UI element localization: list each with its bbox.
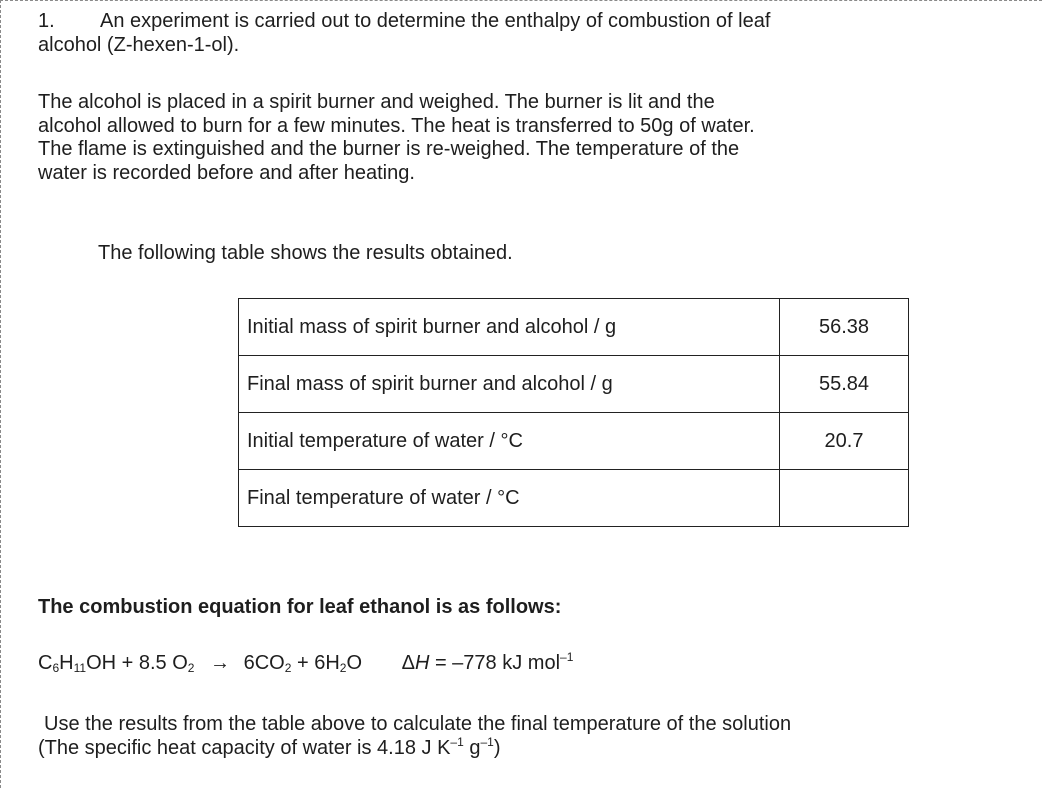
table-row — [239, 413, 909, 470]
eq-text: C — [38, 652, 53, 674]
task-text: g — [463, 736, 481, 759]
eq-text: H — [59, 652, 74, 674]
row-value: 56.38 — [780, 299, 909, 356]
eq-sub: 2 — [284, 661, 292, 675]
enthalpy-value: = –778 kJ mol — [429, 652, 561, 674]
method-line: The flame is extinguished and the burner is re-weighed. The temperature of the — [38, 138, 740, 160]
row-value-empty[interactable] — [780, 470, 909, 527]
eq-sub: 2 — [339, 661, 347, 675]
eq-text: + 6H — [291, 652, 340, 674]
row-label: Initial temperature of water / °C — [239, 413, 780, 470]
row-value: 20.7 — [780, 413, 909, 470]
eq-sub: 2 — [187, 661, 195, 675]
method-line: The alcohol is placed in a spirit burner and weighed. The burner is lit and the — [38, 91, 715, 113]
enthalpy-symbol: H — [414, 652, 430, 674]
delta-symbol: Δ — [401, 652, 415, 674]
task-text: (The specific heat capacity of water is 4.18 J K — [38, 736, 451, 759]
task-text: ) — [493, 736, 501, 759]
eq-text: 6CO — [243, 652, 285, 674]
eq-text: OH + 8.5 O — [86, 652, 188, 674]
method-paragraph — [38, 91, 755, 185]
task-line — [38, 734, 791, 761]
question-number: 1. — [38, 10, 55, 32]
question-intro — [38, 10, 770, 57]
table-row — [239, 356, 909, 413]
task-line: Use the results from the table above to calculate the final temperature of the solution — [44, 713, 792, 735]
results-table — [238, 298, 909, 527]
table-row — [239, 470, 909, 527]
table-intro: The following table shows the results obtained. — [98, 242, 513, 264]
method-line: water is recorded before and after heating. — [38, 161, 415, 184]
task-paragraph — [38, 713, 791, 760]
table-row — [239, 299, 909, 356]
intro-text-line2: alcohol (Z-hexen-1-ol). — [38, 33, 240, 56]
eq-sub: 11 — [73, 661, 87, 675]
task-sup: –1 — [480, 734, 494, 749]
task-sup: –1 — [450, 734, 464, 749]
row-label: Initial mass of spirit burner and alcohol / g — [239, 299, 780, 356]
equation-heading: The combustion equation for leaf ethanol is as follows: — [38, 596, 562, 618]
eq-sup: –1 — [560, 650, 574, 664]
intro-text: An experiment is carried out to determine the enthalpy of combustion of leaf — [100, 10, 771, 32]
arrow-icon: → — [210, 652, 231, 674]
eq-text: O — [346, 652, 363, 674]
eq-sub: 6 — [52, 661, 60, 675]
row-label: Final mass of spirit burner and alcohol / g — [239, 356, 780, 413]
combustion-equation — [38, 652, 573, 676]
row-label: Final temperature of water / °C — [239, 470, 780, 527]
method-line: alcohol allowed to burn for a few minutes. The heat is transferred to 50g of water. — [38, 114, 755, 137]
row-value: 55.84 — [780, 356, 909, 413]
